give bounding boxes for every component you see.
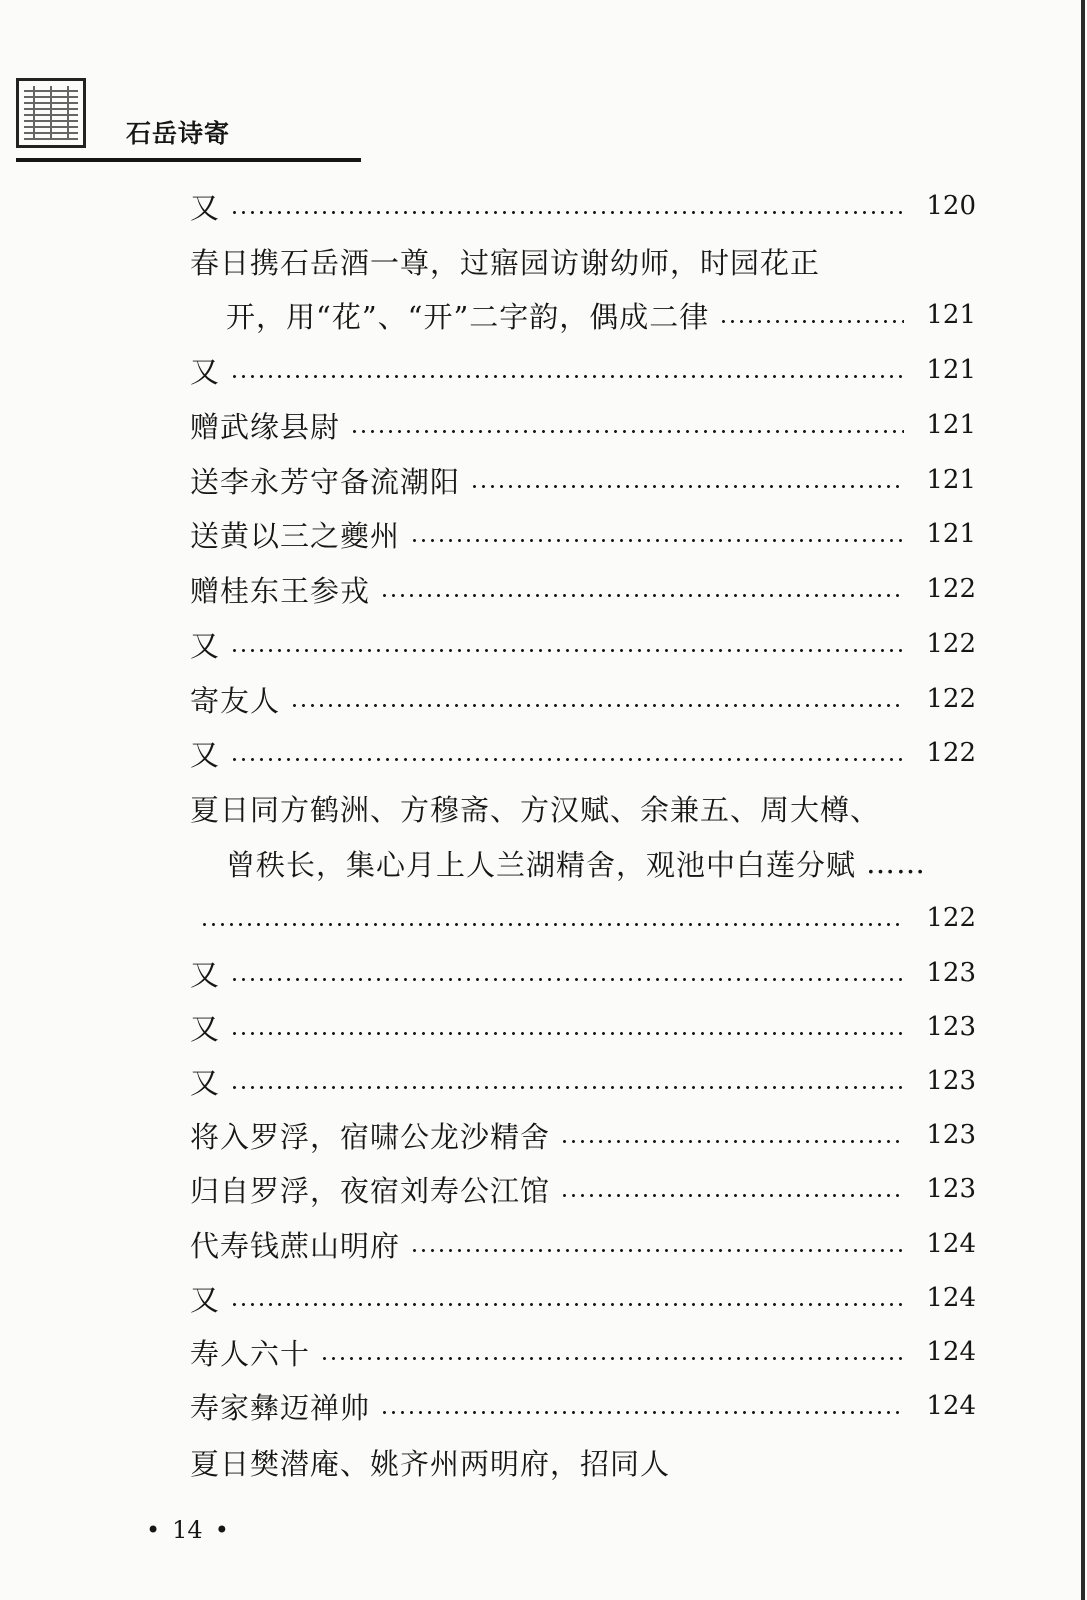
- toc-entry-title: 夏日樊潜庵、姚齐州两明府，招同人: [190, 1446, 671, 1481]
- toc-entry-title: 归自罗浮，夜宿刘寿公江馆: [190, 1173, 551, 1208]
- toc-entry: [190, 348, 976, 392]
- toc-entry: [190, 1167, 976, 1211]
- toc-entry-page: 124: [926, 1337, 976, 1367]
- toc-entry-page: 123: [926, 1120, 976, 1150]
- toc-entry: [190, 677, 976, 721]
- toc-entry: [190, 1005, 976, 1049]
- toc-entry-page: 121: [926, 519, 976, 549]
- dot-leader: [230, 375, 904, 378]
- toc-entry-page: 123: [926, 1174, 976, 1204]
- toc-entry: [190, 1440, 976, 1484]
- toc-entry-title: 开，用“花”、“开”二字韵，偶成二律: [226, 299, 710, 334]
- dot-leader: [320, 1357, 904, 1360]
- dot-leader: [560, 1140, 904, 1143]
- toc-entry-page: 120: [926, 191, 976, 221]
- toc-entry-page: 122: [926, 629, 976, 659]
- toc-entry: [190, 896, 976, 940]
- toc-entry: [190, 184, 976, 228]
- toc-entry: [190, 731, 976, 775]
- toc-entry-page: 123: [926, 958, 976, 988]
- toc-entry: [190, 403, 976, 447]
- toc-entry-page: 123: [926, 1066, 976, 1096]
- toc-entry: [190, 786, 976, 830]
- toc-entry: [190, 1222, 976, 1266]
- toc-entry-page: 124: [926, 1229, 976, 1259]
- toc-entry: [190, 1059, 976, 1103]
- folio-dot-left: •: [146, 1516, 161, 1544]
- toc-entry-title: 又: [190, 1282, 221, 1317]
- toc-entry: [226, 293, 976, 337]
- running-head: 石岳诗寄: [126, 119, 231, 148]
- toc-entry-title: 又: [190, 190, 221, 225]
- dot-leader: [410, 539, 904, 542]
- toc-entry-page: 122: [926, 684, 976, 714]
- toc-entry-title: 寿家彝迈禅帅: [190, 1390, 371, 1425]
- page-number: [146, 1516, 229, 1544]
- folio-dot-right: •: [214, 1516, 229, 1544]
- toc-entry: [190, 951, 976, 995]
- dot-leader: [230, 1032, 904, 1035]
- dot-leader: [350, 430, 904, 433]
- toc-entry-title: 寄友人: [190, 683, 281, 718]
- toc-entry-title: 春日携石岳酒一尊，过寤园访谢幼师，时园花正: [190, 245, 821, 280]
- toc-entry-page: 121: [926, 355, 976, 385]
- toc-entry: [190, 567, 976, 611]
- dot-leader: [380, 1411, 904, 1414]
- toc-entry-title: 赠武缘县尉: [190, 409, 341, 444]
- toc-entry: [190, 512, 976, 556]
- toc-entry-title: 代寿钱蔗山明府: [190, 1228, 401, 1263]
- dot-leader: [230, 758, 904, 761]
- dot-leader: [200, 923, 904, 926]
- toc-entry: [190, 239, 976, 283]
- toc-entry-title: 送黄以三之夔州: [190, 518, 401, 553]
- toc-entry-page: 121: [926, 465, 976, 495]
- dot-leader: [410, 1249, 904, 1252]
- dot-leader: [560, 1194, 904, 1197]
- toc-entry: [190, 1384, 976, 1428]
- toc-entry-title: 又: [190, 628, 221, 663]
- toc-entry-title: 又: [190, 354, 221, 389]
- dot-leader: [230, 1303, 904, 1306]
- toc-entry-title: 寿人六十: [190, 1336, 311, 1371]
- toc-entry-page: 122: [926, 738, 976, 768]
- dot-leader: [470, 485, 904, 488]
- folio-number: 14: [172, 1516, 203, 1544]
- toc-entry: [226, 841, 976, 885]
- toc-entry-page: 121: [926, 300, 976, 330]
- dot-leader: [290, 704, 904, 707]
- toc-entry: [190, 1113, 976, 1157]
- toc-entry-page: 123: [926, 1012, 976, 1042]
- dot-leader: [230, 978, 904, 981]
- toc-entry-title: 又: [190, 1065, 221, 1100]
- toc-entry-title: 又: [190, 957, 221, 992]
- toc-entry-title: 将入罗浮，宿啸公龙沙精舍: [190, 1119, 551, 1154]
- dot-leader: [230, 1086, 904, 1089]
- dot-leader: [719, 320, 904, 323]
- toc-entry-page: 122: [926, 574, 976, 604]
- dot-leader: [230, 211, 904, 214]
- toc-entry-page: 121: [926, 410, 976, 440]
- toc-entry: [190, 1276, 976, 1320]
- toc-entry-page: 124: [926, 1283, 976, 1313]
- dot-leader: [230, 649, 904, 652]
- toc-entry-title: 赠桂东王参戎: [190, 573, 371, 608]
- toc-entry-page: 124: [926, 1391, 976, 1421]
- toc-entry: [190, 1330, 976, 1374]
- toc-entry-page: 122: [926, 903, 976, 933]
- toc-entry-title: 夏日同方鹤洲、方穆斋、方汉赋、余兼五、周大樽、: [190, 792, 881, 827]
- toc-entry-title: 又: [190, 1011, 221, 1046]
- dot-leader: ……: [866, 846, 927, 880]
- toc-entry: [190, 458, 976, 502]
- toc-entry-title: 曾秩长，集心月上人兰湖精舍，观池中白莲分赋: [226, 847, 857, 882]
- toc-entry-title: 又: [190, 737, 221, 772]
- toc-entry: [190, 622, 976, 666]
- toc-entry-title: 送李永芳守备流潮阳: [190, 464, 461, 499]
- dot-leader: [380, 594, 904, 597]
